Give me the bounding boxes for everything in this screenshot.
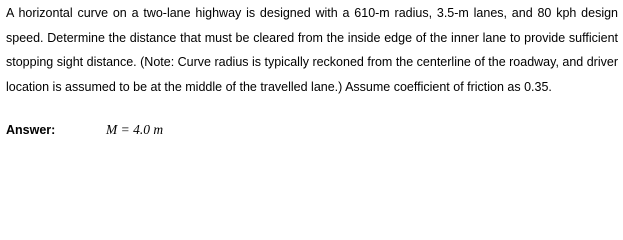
problem-statement: A horizontal curve on a two-lane highway is designed with a 610-m radius, 3.5-m lanes, and 80 kph design speed. Determine the distance that must be cleared from the inside edge of the inner lane to provide sufficient stopping sight distance. (Note: Curve radius is typically reckoned from the centerline of the roadway, and driver location is assumed to be at the middle of the travelled lane.) Assume coefficient of friction as 0.35. <box>6 6 618 94</box>
answer-label: Answer: <box>6 123 56 137</box>
answer-row <box>6 121 306 139</box>
answer-value: M = 4.0 m <box>106 122 164 137</box>
